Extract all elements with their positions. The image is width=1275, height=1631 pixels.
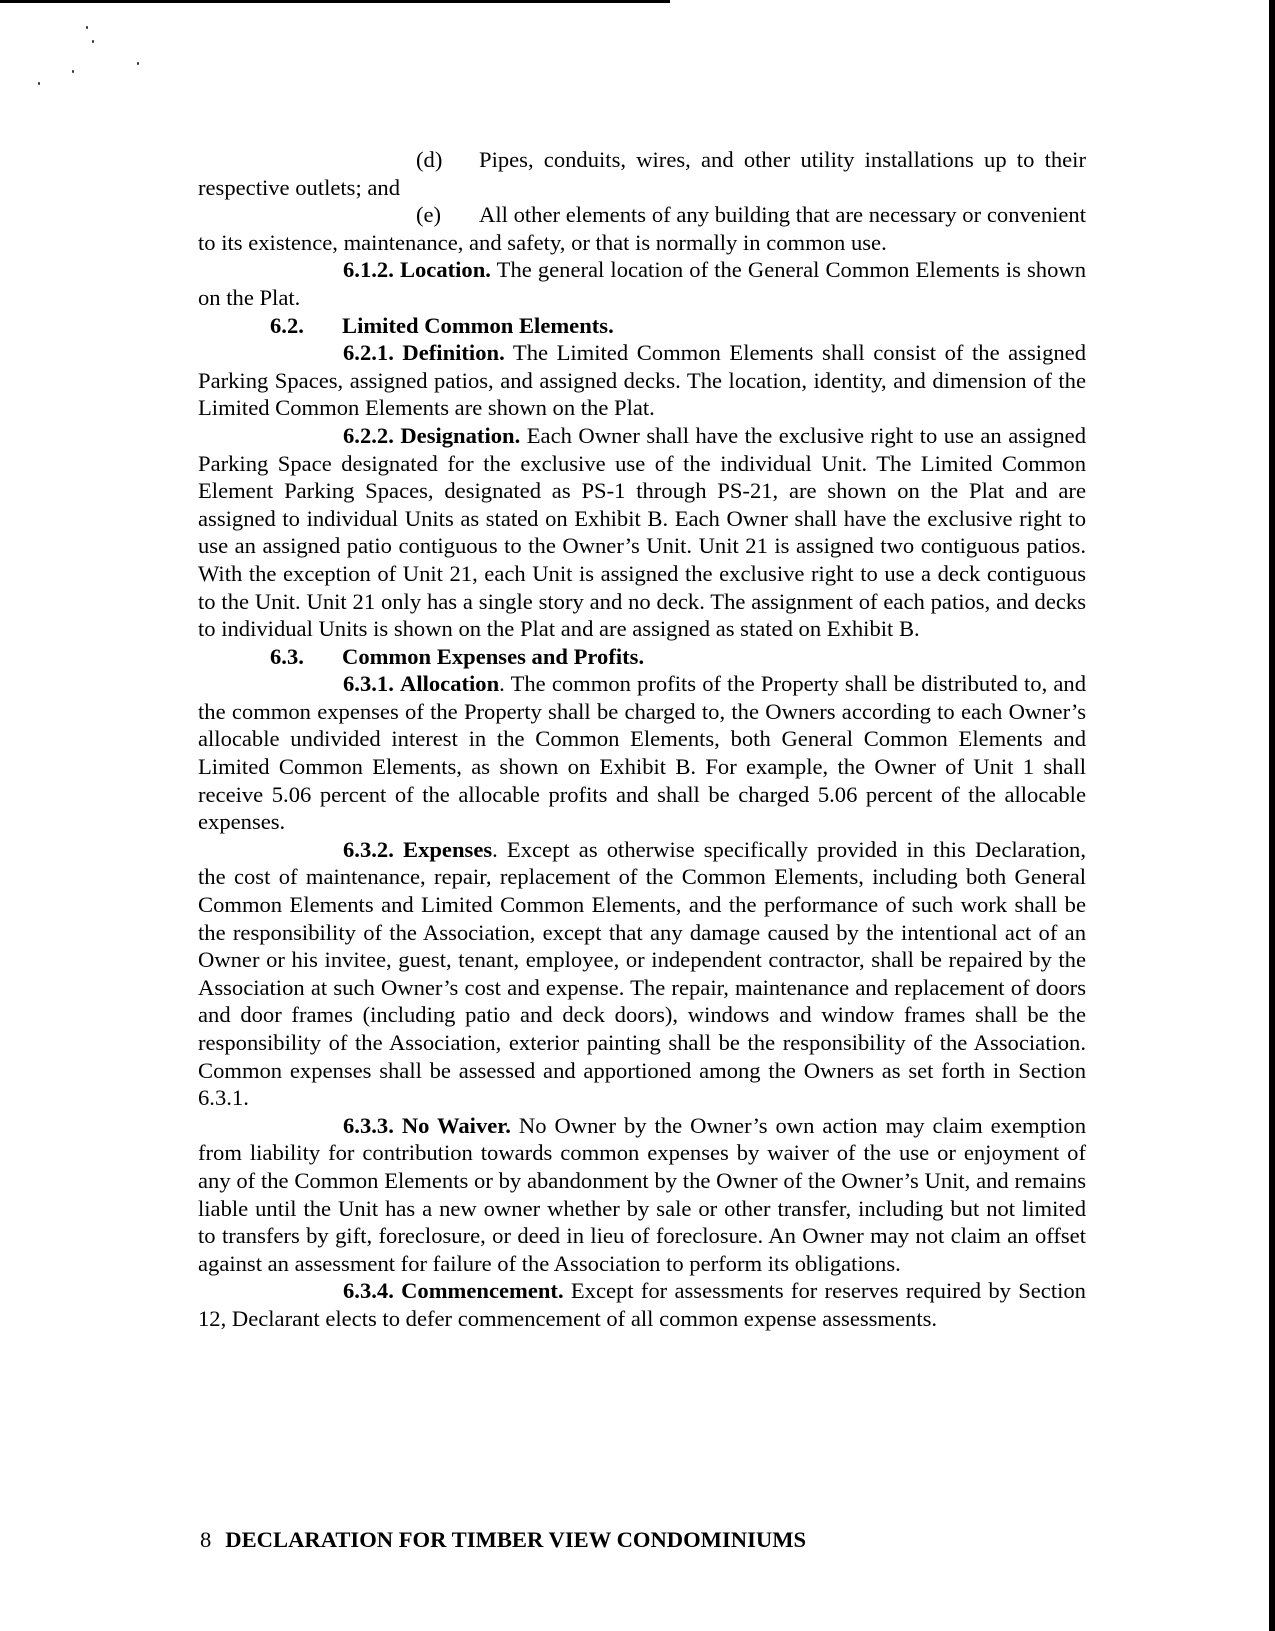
- section-6-3-3-heading: No Waiver.: [401, 1112, 511, 1138]
- page-footer: [200, 1527, 806, 1553]
- section-6-3-3: [198, 1112, 1086, 1278]
- document-title: DECLARATION FOR TIMBER VIEW CONDOMINIUMS: [225, 1527, 807, 1552]
- section-6-2-heading: Limited Common Elements.: [342, 312, 614, 338]
- section-6-2-1-heading: Definition.: [402, 340, 505, 366]
- section-6-1-2: [198, 256, 1086, 311]
- scan-speck: [92, 40, 94, 43]
- scan-edge-top: [0, 0, 670, 3]
- section-6-2-2-text: Each Owner shall have the exclusive right to use an assigned Parking Space designated for the exclusive use of the individual Unit. The Limited Common Element Parking Spaces, designated as PS-1 through PS-21, are shown on the Plat and are assigned to individual Units as stated on Exhibit B. Each Owner shall have the exclusive right to use an assigned patio contiguous to the Owner’s Unit. Unit 21 is assigned two contiguous patios. With the exception of Unit 21, each Unit is assigned the exclusive right to use a deck contiguous to the Unit. Unit 21 only has a single story and no deck. The assignment of each patios, and decks to individual Units is shown on the Plat and are assigned as stated on Exhibit B.: [198, 422, 1086, 642]
- item-e-label: (e): [416, 202, 442, 228]
- section-6-3-4-heading: Commencement.: [401, 1278, 564, 1304]
- scan-edge-right: [1269, 0, 1275, 1631]
- section-6-3-2-heading: Expenses: [403, 836, 493, 862]
- section-6-1-2-number: 6.1.2.: [343, 257, 394, 283]
- item-e-text: All other elements of any building that are necessary or convenient to its existence, maintenance, and safety, or that is normally in common use.: [198, 202, 1086, 255]
- section-6-2-1: [198, 339, 1086, 422]
- section-6-3-1-number: 6.3.1.: [343, 671, 394, 697]
- item-e: [198, 201, 1086, 256]
- scan-speck: [38, 82, 40, 85]
- section-6-3-4: [198, 1277, 1086, 1332]
- section-6-3-1-text: . The common profits of the Property shall be distributed to, and the common expenses of the Property shall be charged to, the Owners according to each Owner’s allocable undivided interest in the Common Elements, both General Common Elements and Limited Common Elements, as shown on Exhibit B. For example, the Owner of Unit 1 shall receive 5.06 percent of the allocable profits and shall be charged 5.06 percent of the allocable expenses.: [198, 671, 1086, 835]
- item-d-label: (d): [416, 147, 443, 172]
- scan-speck: [137, 62, 139, 65]
- scan-speck: [72, 70, 74, 73]
- section-6-3-1-heading: Allocation: [400, 671, 500, 697]
- section-6-2: [198, 312, 1086, 340]
- section-6-2-2-number: 6.2.2.: [343, 422, 394, 448]
- section-6-3-heading: Common Expenses and Profits.: [342, 643, 645, 669]
- item-d-text: Pipes, conduits, wires, and other utility installations up to their respective outlets; and: [198, 147, 1086, 200]
- section-6-3-number: 6.3.: [270, 643, 304, 669]
- section-6-3-3-text: No Owner by the Owner’s own action may claim exemption from liability for contribution towards common expenses by waiver of the use or enjoyment of any of the Common Elements or by abandonment by the Owner of the Owner’s Unit, and remains liable until the Unit has a new owner whether by sale or other transfer, including but not limited to transfers by gift, foreclosure, or deed in lieu of foreclosure. An Owner may not claim an offset against an assessment for failure of the Association to perform its obligations.: [198, 1112, 1087, 1276]
- section-6-2-2: [198, 422, 1086, 643]
- document-body: [198, 146, 1086, 1333]
- section-6-3-3-number: 6.3.3.: [343, 1112, 394, 1138]
- section-6-3-4-number: 6.3.4.: [343, 1278, 394, 1304]
- page-number: 8: [200, 1527, 212, 1552]
- section-6-3-2-number: 6.3.2.: [343, 836, 394, 862]
- section-6-3-2: [198, 836, 1086, 1112]
- section-6-2-1-text: The Limited Common Elements shall consist of the assigned Parking Spaces, assigned patios, and assigned decks. The location, identity, and dimension of the Limited Common Elements are shown on the Plat.: [198, 340, 1086, 421]
- scan-speck: [86, 26, 88, 29]
- section-6-3-2-text: . Except as otherwise specifically provided in this Declaration, the cost of maintenance, repair, replacement of the Common Elements, including both General Common Elements and Limited Common Elements, and the performance of such work shall be the responsibility of the Association, except that any damage caused by the intentional act of an Owner or his invitee, guest, tenant, employee, or independent contractor, shall be repaired by the Association at such Owner’s cost and expense. The repair, maintenance and replacement of doors and door frames (including patio and deck doors), windows and window frames shall be the responsibility of the Association, exterior painting shall be the responsibility of the Association. Common expenses shall be assessed and apportioned among the Owners as set forth in Section 6.3.1.: [198, 836, 1086, 1111]
- item-d: [198, 146, 1086, 201]
- section-6-3-1: [198, 670, 1086, 836]
- section-6-1-2-text: The general location of the General Common Elements is shown on the Plat.: [198, 257, 1086, 310]
- section-6-2-number: 6.2.: [270, 312, 304, 338]
- section-6-2-1-number: 6.2.1.: [343, 340, 394, 366]
- section-6-3-4-text: Except for assessments for reserves required by Section 12, Declarant elects to defer commencement of all common expense assessments.: [198, 1278, 1086, 1331]
- section-6-1-2-heading: Location.: [399, 257, 491, 283]
- section-6-2-2-heading: Designation.: [400, 422, 521, 448]
- section-6-3: [198, 643, 1086, 671]
